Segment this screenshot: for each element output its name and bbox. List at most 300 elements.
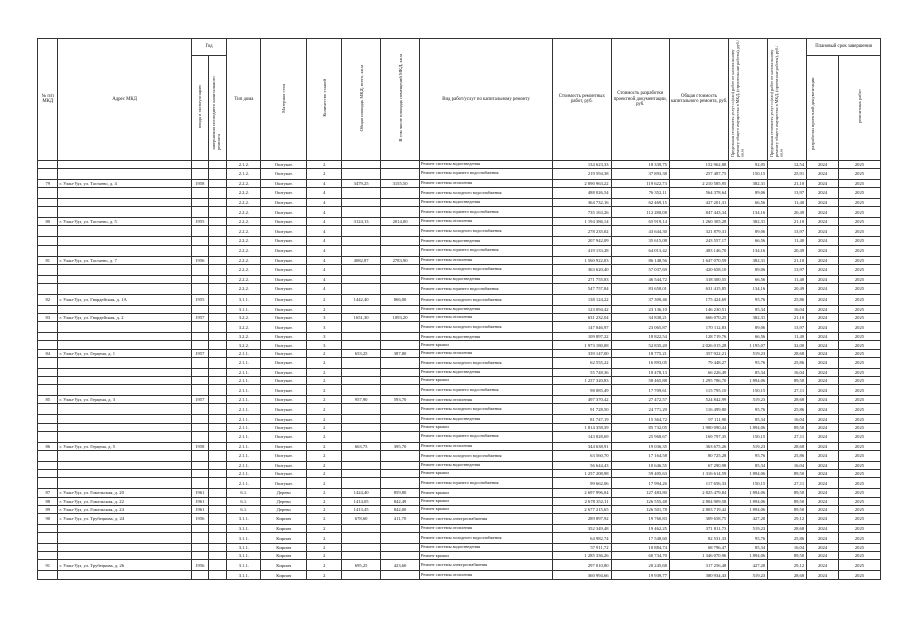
row-wall-material: Оштукат. bbox=[261, 450, 307, 461]
row-repair-cost: 735 163,26 bbox=[553, 207, 611, 218]
row-premises-area bbox=[381, 322, 420, 333]
row-premises-area bbox=[381, 404, 420, 415]
row-total-area bbox=[342, 544, 381, 552]
row-limit-design: 25,86 bbox=[768, 294, 807, 305]
row-number bbox=[38, 478, 58, 489]
row-number bbox=[38, 341, 58, 349]
row-number bbox=[38, 470, 58, 478]
row-wall-material: Оштукат. bbox=[261, 349, 307, 357]
row-premises-area bbox=[381, 245, 420, 256]
row-plan-design: 2024 bbox=[807, 377, 839, 385]
row-repair-cost: 134 623,33 bbox=[553, 160, 611, 168]
row-year-last-repair bbox=[209, 385, 227, 396]
row-total-cost: 152 962,88 bbox=[669, 160, 728, 168]
row-total-cost: 483 146,70 bbox=[669, 245, 728, 256]
row-premises-area bbox=[381, 552, 420, 560]
header-plan-design: разработки проектной документации bbox=[807, 55, 839, 160]
row-limit-construction: 95,76 bbox=[729, 450, 768, 461]
header-wall-material: Материал стен bbox=[261, 39, 307, 161]
row-year-commission bbox=[191, 385, 208, 396]
row-year-last-repair bbox=[209, 245, 227, 256]
table-row bbox=[38, 396, 881, 404]
row-floors: 3 bbox=[307, 322, 342, 333]
row-address bbox=[58, 237, 191, 245]
row-limit-construction: 95,76 bbox=[729, 294, 768, 305]
row-total-cost: 1 647 070,59 bbox=[669, 256, 728, 264]
row-address: г. Улан-Удэ, ул. Герцена, д. 5 bbox=[58, 442, 191, 450]
row-total-cost: 564 378,64 bbox=[669, 187, 728, 198]
row-floors: 4 bbox=[307, 256, 342, 264]
row-house-type: 2.2.2. bbox=[227, 198, 261, 206]
row-year-last-repair bbox=[209, 179, 227, 187]
table-row bbox=[38, 524, 881, 532]
table-row bbox=[38, 275, 881, 283]
row-plan-repair: 2025 bbox=[838, 544, 880, 552]
table-row bbox=[38, 533, 881, 544]
row-year-last-repair bbox=[209, 341, 227, 349]
row-total-cost: 427 201,31 bbox=[669, 198, 728, 206]
row-total-area: 695,25 bbox=[342, 560, 381, 571]
row-floors: 4 bbox=[307, 198, 342, 206]
row-work-type: Ремонт системы холодного водоснабжения bbox=[420, 322, 553, 333]
row-design-cost: 127 483,80 bbox=[611, 489, 669, 497]
row-design-cost: 52 835,20 bbox=[611, 341, 669, 349]
row-design-cost: 60 734,70 bbox=[611, 552, 669, 560]
row-wall-material: Кирпич bbox=[261, 560, 307, 571]
row-premises-area bbox=[381, 544, 420, 552]
row-house-type: 2.2.2. bbox=[227, 256, 261, 264]
row-address bbox=[58, 283, 191, 294]
row-plan-repair: 2025 bbox=[838, 404, 880, 415]
row-plan-repair: 2025 bbox=[838, 524, 880, 532]
row-design-cost: 37 300,46 bbox=[611, 294, 669, 305]
row-house-type: 3.1.1. bbox=[227, 513, 261, 524]
row-plan-design: 2024 bbox=[807, 357, 839, 368]
row-work-type: Ремонт системы горячего водоснабжения bbox=[420, 207, 553, 218]
row-work-type: Ремонт системы отопления bbox=[420, 179, 553, 187]
row-wall-material: Оштукат. bbox=[261, 314, 307, 322]
table-row bbox=[38, 179, 881, 187]
row-number bbox=[38, 461, 58, 469]
row-premises-area bbox=[381, 533, 420, 544]
row-design-cost: 25 968,67 bbox=[611, 431, 669, 442]
row-design-cost: 10 646,55 bbox=[611, 461, 669, 469]
row-limit-design: 25,91 bbox=[768, 168, 807, 179]
row-address bbox=[58, 264, 191, 275]
row-year-commission: 1961 bbox=[191, 497, 208, 505]
row-year-commission bbox=[191, 283, 208, 294]
row-limit-construction: 85,34 bbox=[729, 461, 768, 469]
row-limit-construction: 150,15 bbox=[729, 478, 768, 489]
table-row bbox=[38, 245, 881, 256]
header-plan-group: Плановый срок завершения bbox=[807, 39, 881, 56]
row-total-area bbox=[342, 226, 381, 237]
row-work-type: Ремонт крыши bbox=[420, 497, 553, 505]
row-premises-area: 2014,00 bbox=[381, 218, 420, 226]
row-work-type: Ремонт системы горячего водоснабжения bbox=[420, 168, 553, 179]
row-house-type: 2.1.1. bbox=[227, 442, 261, 450]
row-limit-construction: 85,34 bbox=[729, 368, 768, 376]
table-row bbox=[38, 294, 881, 305]
row-premises-area: 395,70 bbox=[381, 442, 420, 450]
row-premises-area bbox=[381, 168, 420, 179]
row-repair-cost: 352 349,48 bbox=[553, 524, 611, 532]
row-number bbox=[38, 237, 58, 245]
row-limit-design: 89,50 bbox=[768, 505, 807, 513]
row-number bbox=[38, 571, 58, 579]
row-limit-construction: 134,16 bbox=[729, 283, 768, 294]
row-wall-material: Кирпич bbox=[261, 571, 307, 579]
table-row bbox=[38, 218, 881, 226]
row-plan-repair: 2025 bbox=[838, 256, 880, 264]
row-total-cost: 2 804 909,58 bbox=[669, 497, 728, 505]
row-work-type: Ремонт системы холодного водоснабжения bbox=[420, 533, 553, 544]
row-limit-design: 16,04 bbox=[768, 305, 807, 313]
row-total-cost: 115 795,10 bbox=[669, 385, 728, 396]
row-total-area: 663,75 bbox=[342, 442, 381, 450]
row-house-type: 2.2.2. bbox=[227, 237, 261, 245]
row-limit-design: 25,86 bbox=[768, 357, 807, 368]
row-plan-design: 2024 bbox=[807, 489, 839, 497]
row-work-type: Ремонт системы отопления bbox=[420, 349, 553, 357]
row-floors: 2 bbox=[307, 505, 342, 513]
row-repair-cost: 56 644,43 bbox=[553, 461, 611, 469]
row-total-cost: 169 797,35 bbox=[669, 431, 728, 442]
row-address bbox=[58, 168, 191, 179]
row-plan-design: 2024 bbox=[807, 283, 839, 294]
row-plan-repair: 2025 bbox=[838, 207, 880, 218]
row-limit-construction: 519,23 bbox=[729, 571, 768, 579]
row-address bbox=[58, 450, 191, 461]
row-number bbox=[38, 305, 58, 313]
row-repair-cost: 344 638,91 bbox=[553, 442, 611, 450]
row-house-type: 2.1.1. bbox=[227, 349, 261, 357]
row-work-type: Ремонт крыши bbox=[420, 341, 553, 349]
row-number bbox=[38, 187, 58, 198]
row-floors: 2 bbox=[307, 560, 342, 571]
row-house-type: 2.1.1. bbox=[227, 423, 261, 431]
row-number bbox=[38, 544, 58, 552]
row-repair-cost: 547 757,84 bbox=[553, 283, 611, 294]
row-year-last-repair bbox=[209, 396, 227, 404]
row-address bbox=[58, 226, 191, 237]
row-year-last-repair bbox=[209, 349, 227, 357]
row-year-last-repair bbox=[209, 207, 227, 218]
row-house-type: 2.1.2. bbox=[227, 168, 261, 179]
row-address bbox=[58, 544, 191, 552]
row-premises-area bbox=[381, 283, 420, 294]
row-floors: 4 bbox=[307, 275, 342, 283]
row-floors: 2 bbox=[307, 423, 342, 431]
row-address: г. Улан-Удэ, ул. Гомельская, д. 20 bbox=[58, 489, 191, 497]
row-wall-material: Оштукат. bbox=[261, 368, 307, 376]
row-limit-construction: 95,76 bbox=[729, 533, 768, 544]
row-plan-design: 2024 bbox=[807, 442, 839, 450]
row-house-type: 3.2.2. bbox=[227, 314, 261, 322]
row-limit-construction: 519,23 bbox=[729, 396, 768, 404]
row-premises-area: 411,70 bbox=[381, 513, 420, 524]
row-premises-area: 866,00 bbox=[381, 294, 420, 305]
header-design-cost: Стоимость разработки проектной документации, руб. bbox=[611, 39, 669, 161]
row-year-commission: 1955 bbox=[191, 218, 208, 226]
row-limit-construction: 66,56 bbox=[729, 275, 768, 283]
row-plan-repair: 2025 bbox=[838, 341, 880, 349]
row-limit-design: 13,97 bbox=[768, 264, 807, 275]
row-premises-area bbox=[381, 198, 420, 206]
row-year-commission: 1961 bbox=[191, 489, 208, 497]
row-design-cost: 59 405,63 bbox=[611, 470, 669, 478]
row-floors: 2 bbox=[307, 544, 342, 552]
row-premises-area bbox=[381, 275, 420, 283]
row-plan-design: 2024 bbox=[807, 264, 839, 275]
row-number: 84 bbox=[38, 349, 58, 357]
row-limit-design: 29,12 bbox=[768, 513, 807, 524]
row-premises-area bbox=[381, 237, 420, 245]
row-address bbox=[58, 245, 191, 256]
row-plan-design: 2024 bbox=[807, 305, 839, 313]
row-wall-material: Кирпич bbox=[261, 533, 307, 544]
row-floors: 4 bbox=[307, 207, 342, 218]
row-plan-design: 2024 bbox=[807, 450, 839, 461]
row-design-cost: 19 462,25 bbox=[611, 524, 669, 532]
row-year-commission: 1957 bbox=[191, 314, 208, 322]
row-year-last-repair bbox=[209, 560, 227, 571]
row-repair-cost: 55 748,36 bbox=[553, 368, 611, 376]
row-address: г. Улан-Удэ, ул. Трубецкова, д. 26 bbox=[58, 560, 191, 571]
row-limit-design: 32,00 bbox=[768, 341, 807, 349]
row-premises-area bbox=[381, 385, 420, 396]
row-premises-area: 423,60 bbox=[381, 560, 420, 571]
row-year-commission: 1956 bbox=[191, 560, 208, 571]
row-plan-design: 2024 bbox=[807, 218, 839, 226]
row-design-cost: 18 339,75 bbox=[611, 160, 669, 168]
row-repair-cost: 631 232,04 bbox=[553, 314, 611, 322]
row-plan-design: 2024 bbox=[807, 198, 839, 206]
row-floors: 4 bbox=[307, 179, 342, 187]
row-work-type: Ремонт системы водоотведения bbox=[420, 160, 553, 168]
row-house-type: 3.1.1. bbox=[227, 560, 261, 571]
row-plan-repair: 2025 bbox=[838, 505, 880, 513]
row-year-commission: 1958 bbox=[191, 442, 208, 450]
row-total-area: 1414,05 bbox=[342, 497, 381, 505]
row-limit-construction: 519,23 bbox=[729, 349, 768, 357]
row-plan-design: 2024 bbox=[807, 560, 839, 571]
row-address bbox=[58, 187, 191, 198]
row-plan-repair: 2025 bbox=[838, 160, 880, 168]
row-address bbox=[58, 404, 191, 415]
row-design-cost: 27 472,57 bbox=[611, 396, 669, 404]
row-wall-material: Оштукат. bbox=[261, 333, 307, 341]
row-year-commission bbox=[191, 322, 208, 333]
row-year-commission bbox=[191, 470, 208, 478]
row-year-commission bbox=[191, 160, 208, 168]
row-year-commission bbox=[191, 207, 208, 218]
row-number bbox=[38, 357, 58, 368]
row-number bbox=[38, 245, 58, 256]
table-row bbox=[38, 423, 881, 431]
row-premises-area bbox=[381, 461, 420, 469]
row-plan-repair: 2025 bbox=[838, 396, 880, 404]
row-address bbox=[58, 552, 191, 560]
table-row bbox=[38, 333, 881, 341]
row-design-cost: 17 548,60 bbox=[611, 533, 669, 544]
row-premises-area bbox=[381, 207, 420, 218]
row-limit-design: 25,86 bbox=[768, 533, 807, 544]
row-total-cost: 524 842,99 bbox=[669, 396, 728, 404]
row-address: г. Улан-Удэ, ул. Тастаево, д. 7 bbox=[58, 256, 191, 264]
row-plan-repair: 2025 bbox=[838, 571, 880, 579]
row-house-type: 2.1.1. bbox=[227, 377, 261, 385]
row-total-cost: 321 879,31 bbox=[669, 226, 728, 237]
row-work-type: Ремонт системы горячего водоснабжения bbox=[420, 431, 553, 442]
row-design-cost: 18 822,54 bbox=[611, 333, 669, 341]
row-year-commission bbox=[191, 544, 208, 552]
row-floors: 4 bbox=[307, 218, 342, 226]
row-plan-repair: 2025 bbox=[838, 478, 880, 489]
row-repair-cost: 81 747,19 bbox=[553, 415, 611, 423]
row-premises-area bbox=[381, 226, 420, 237]
row-number bbox=[38, 415, 58, 423]
row-total-area bbox=[342, 264, 381, 275]
row-wall-material: Оштукат. bbox=[261, 256, 307, 264]
row-total-cost: 128 719,76 bbox=[669, 333, 728, 341]
row-plan-design: 2024 bbox=[807, 571, 839, 579]
row-total-cost: 82 531,33 bbox=[669, 533, 728, 544]
table-row bbox=[38, 207, 881, 218]
row-wall-material: Оштукат. bbox=[261, 423, 307, 431]
row-limit-construction: 382,31 bbox=[729, 256, 768, 264]
row-floors: 2 bbox=[307, 160, 342, 168]
row-address: г. Улан-Удэ, ул. Герцена, д. 3 bbox=[58, 396, 191, 404]
row-number: 81 bbox=[38, 256, 58, 264]
row-repair-cost: 147 046,97 bbox=[553, 322, 611, 333]
row-limit-construction: 134,16 bbox=[729, 207, 768, 218]
row-work-type: Ремонт системы отопления bbox=[420, 314, 553, 322]
row-floors: 2 bbox=[307, 513, 342, 524]
row-repair-cost: 1 257 208,98 bbox=[553, 470, 611, 478]
row-limit-design: 21,10 bbox=[768, 218, 807, 226]
row-floors: 2 bbox=[307, 450, 342, 461]
row-plan-repair: 2025 bbox=[838, 314, 880, 322]
row-plan-design: 2024 bbox=[807, 341, 839, 349]
row-total-cost: 380 934,43 bbox=[669, 571, 728, 579]
header-limit-cost-construction: Предельная стоимость услуг и (или) работ по капитальному ремонту общего имущества в МКД, (строительные работы), руб./кв.м bbox=[729, 39, 768, 161]
row-repair-cost: 2 697 996,04 bbox=[553, 489, 611, 497]
row-plan-repair: 2025 bbox=[838, 294, 880, 305]
row-wall-material: Дерево bbox=[261, 505, 307, 513]
row-number bbox=[38, 333, 58, 341]
row-plan-repair: 2025 bbox=[838, 461, 880, 469]
row-premises-area: 842,49 bbox=[381, 497, 420, 505]
row-year-last-repair bbox=[209, 415, 227, 423]
row-repair-cost: 64 982,74 bbox=[553, 533, 611, 544]
row-design-cost: 58 465,88 bbox=[611, 377, 669, 385]
row-floors: 2 bbox=[307, 305, 342, 313]
row-design-cost: 64 013,42 bbox=[611, 245, 669, 256]
row-number bbox=[38, 198, 58, 206]
row-work-type: Ремонт системы отопления bbox=[420, 218, 553, 226]
row-design-cost: 23 065,87 bbox=[611, 322, 669, 333]
row-total-area bbox=[342, 524, 381, 532]
row-wall-material: Кирпич bbox=[261, 524, 307, 532]
row-wall-material: Оштукат. bbox=[261, 431, 307, 442]
row-total-cost: 2 825 479,84 bbox=[669, 489, 728, 497]
row-address bbox=[58, 385, 191, 396]
row-plan-repair: 2025 bbox=[838, 218, 880, 226]
row-plan-design: 2024 bbox=[807, 415, 839, 423]
row-floors: 2 bbox=[307, 168, 342, 179]
row-wall-material: Оштукат. bbox=[261, 404, 307, 415]
row-work-type: Ремонт системы водоотведения bbox=[420, 544, 553, 552]
row-repair-cost: 98 085,49 bbox=[553, 385, 611, 396]
row-plan-design: 2024 bbox=[807, 322, 839, 333]
row-total-cost: 1 346 070,96 bbox=[669, 552, 728, 560]
row-number: 90 bbox=[38, 513, 58, 524]
row-repair-cost: 278 235,02 bbox=[553, 226, 611, 237]
row-premises-area bbox=[381, 423, 420, 431]
row-limit-design: 89,50 bbox=[768, 497, 807, 505]
row-limit-construction: 66,56 bbox=[729, 333, 768, 341]
row-limit-construction: 89,06 bbox=[729, 226, 768, 237]
row-plan-repair: 2025 bbox=[838, 560, 880, 571]
row-limit-design: 16,04 bbox=[768, 461, 807, 469]
row-limit-construction: 1 894,06 bbox=[729, 505, 768, 513]
row-limit-design: 89,50 bbox=[768, 470, 807, 478]
row-house-type: 2.1.1. bbox=[227, 415, 261, 423]
row-limit-design: 12,54 bbox=[768, 160, 807, 168]
row-total-area bbox=[342, 341, 381, 349]
row-plan-repair: 2025 bbox=[838, 275, 880, 283]
row-design-cost: 24 771,29 bbox=[611, 404, 669, 415]
row-house-type: 3.1.1. bbox=[227, 552, 261, 560]
row-year-last-repair bbox=[209, 470, 227, 478]
row-premises-area bbox=[381, 341, 420, 349]
header-premises-area: В том числе площадь помещений МКД, кв.м bbox=[381, 39, 420, 161]
row-plan-repair: 2025 bbox=[838, 198, 880, 206]
row-limit-construction: 1 894,06 bbox=[729, 497, 768, 505]
row-work-type: Ремонт системы холодного водоснабжения bbox=[420, 226, 553, 237]
row-total-cost: 80 725,28 bbox=[669, 450, 728, 461]
row-year-last-repair bbox=[209, 264, 227, 275]
row-repair-cost: 123 094,42 bbox=[553, 305, 611, 313]
row-number bbox=[38, 533, 58, 544]
row-design-cost: 34 838,21 bbox=[611, 314, 669, 322]
table-row bbox=[38, 256, 881, 264]
row-year-last-repair bbox=[209, 294, 227, 305]
row-total-area bbox=[342, 423, 381, 431]
row-year-last-repair bbox=[209, 544, 227, 552]
row-wall-material: Оштукат. bbox=[261, 207, 307, 218]
row-limit-construction: 427,20 bbox=[729, 513, 768, 524]
row-year-last-repair bbox=[209, 489, 227, 497]
row-year-commission bbox=[191, 198, 208, 206]
row-limit-construction: 89,06 bbox=[729, 264, 768, 275]
row-premises-area bbox=[381, 470, 420, 478]
row-work-type: Ремонт системы отопления bbox=[420, 571, 553, 579]
row-total-cost: 1 900 090,44 bbox=[669, 423, 728, 431]
row-work-type: Ремонт системы водоотведения bbox=[420, 368, 553, 376]
table-row bbox=[38, 470, 881, 478]
row-design-cost: 62 469,15 bbox=[611, 198, 669, 206]
row-number: 83 bbox=[38, 314, 58, 322]
row-address bbox=[58, 415, 191, 423]
row-limit-construction: 134,16 bbox=[729, 245, 768, 256]
row-design-cost: 19 939,77 bbox=[611, 571, 669, 579]
row-design-cost: 112 280,08 bbox=[611, 207, 669, 218]
row-plan-design: 2024 bbox=[807, 275, 839, 283]
row-address bbox=[58, 275, 191, 283]
row-plan-design: 2024 bbox=[807, 461, 839, 469]
